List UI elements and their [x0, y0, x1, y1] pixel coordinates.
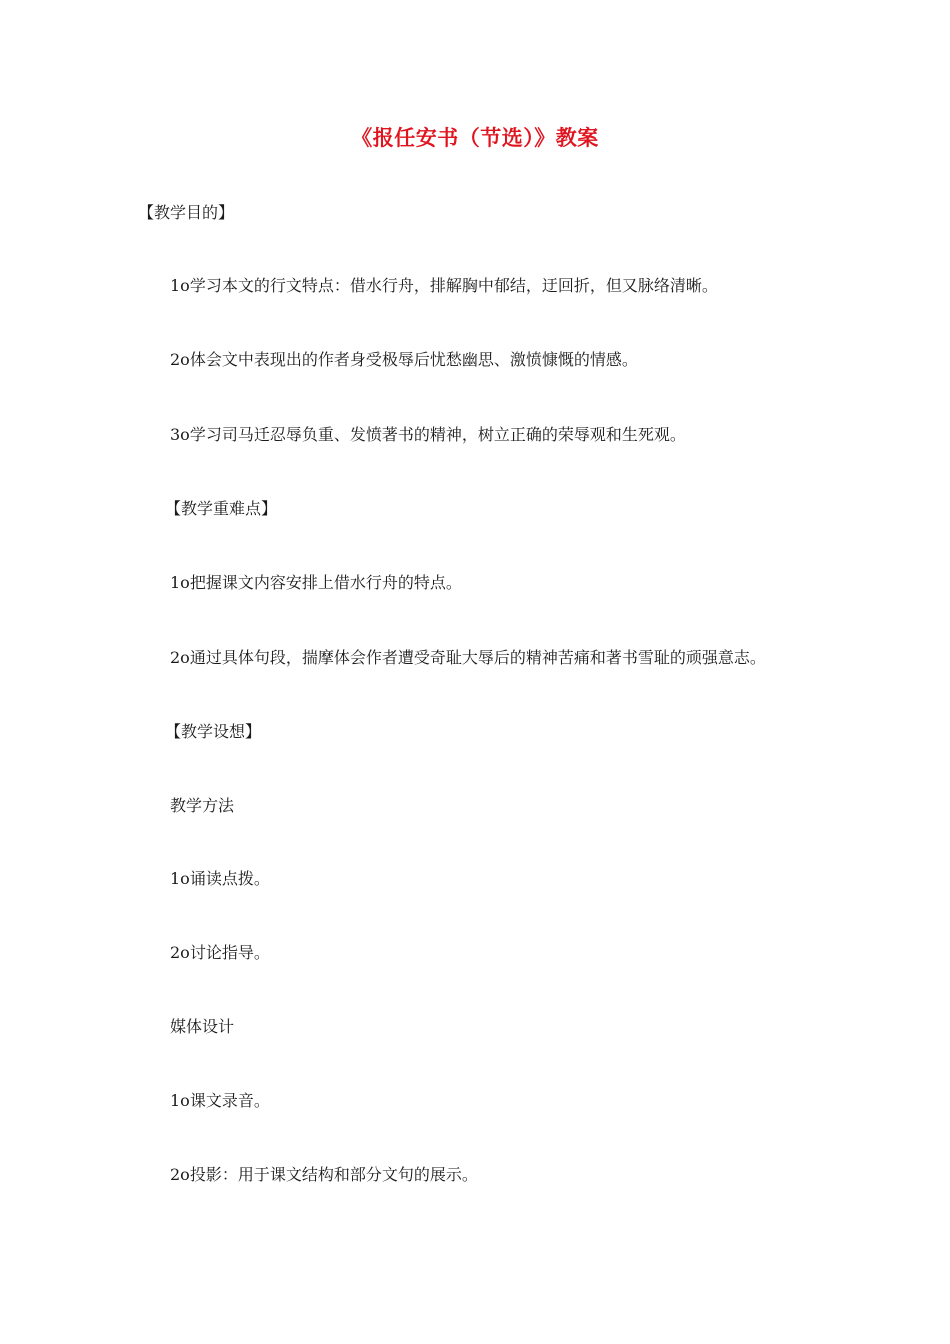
media-item-2: 2o投影：用于课文结构和部分文句的展示。	[170, 1165, 478, 1184]
objective-item-1: 1o学习本文的行文特点：借水行舟，排解胸中郁结，迂回折，但又脉络清晰。	[170, 276, 718, 295]
objective-item-2: 2o体会文中表现出的作者身受极辱后忧愁幽思、激愤慷慨的情感。	[170, 350, 638, 369]
subheading-media-design: 媒体设计	[170, 1017, 235, 1036]
key-point-item-2: 2o通过具体句段，揣摩体会作者遭受奇耻大辱后的精神苦痛和著书雪耻的顽强意志。	[170, 648, 766, 667]
section-heading-teaching-plan: 【教学设想】	[165, 722, 262, 741]
key-point-item-1: 1o把握课文内容安排上借水行舟的特点。	[170, 573, 462, 592]
document-title: 《报任安书（节选）》教案	[351, 125, 599, 150]
subheading-teaching-methods: 教学方法	[170, 796, 235, 815]
objective-item-3: 3o学习司马迁忍辱负重、发愤著书的精神，树立正确的荣辱观和生死观。	[170, 425, 686, 444]
section-heading-teaching-objectives: 【教学目的】	[138, 203, 235, 222]
media-item-1: 1o课文录音。	[170, 1091, 270, 1110]
method-item-1: 1o诵读点拨。	[170, 869, 270, 888]
method-item-2: 2o讨论指导。	[170, 943, 270, 962]
section-heading-key-points: 【教学重难点】	[165, 499, 278, 518]
